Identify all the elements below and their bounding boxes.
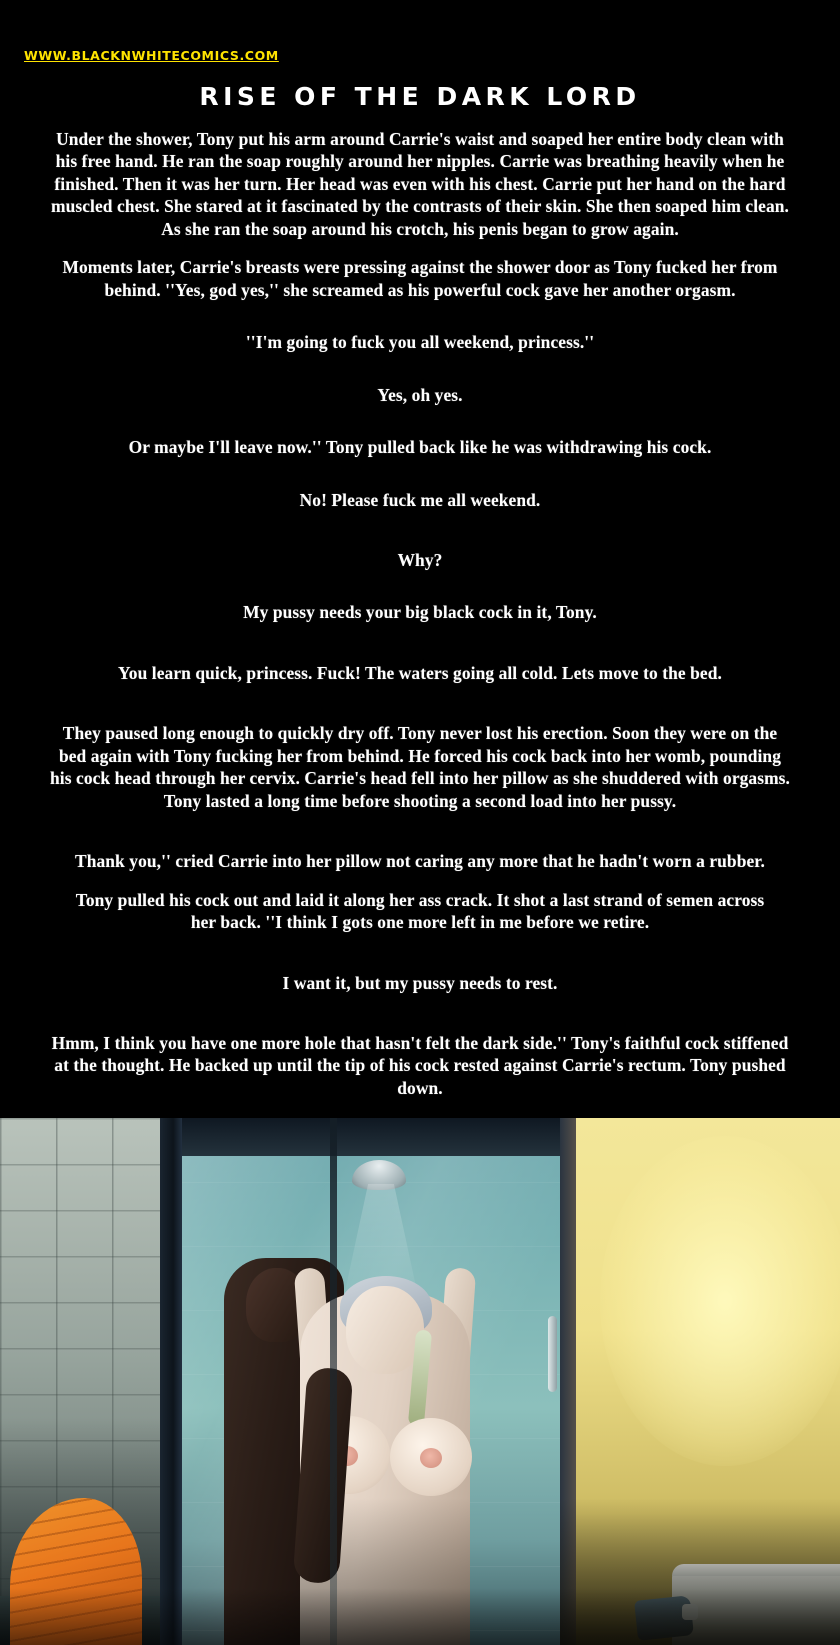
story-paragraph: Moments later, Carrie's breasts were pressing against the shower door as Tony fucked her from behind. ''Yes, god yes,'' she screamed as his powerful cock gave her another orgasm. [62,257,778,300]
story-paragraph: Tony pulled his cock out and laid it along her ass crack. It shot a last strand of semen across her back. ''I think I gots one more left in me before we retire. [75,889,765,933]
shower-top-rail [182,1118,560,1156]
story-paragraph: Or maybe I'll leave now.'' Tony pulled back like he was withdrawing his cock. [128,437,712,458]
site-url-link[interactable]: WWW.BLACKNWHITECOMICS.COM [24,48,279,63]
torso-detail-right [420,1448,442,1468]
female-figure-head [346,1286,424,1374]
panel-bottom-shadow [0,1588,840,1645]
story-body [48,128,792,1115]
story-paragraph: No! Please fuck me all weekend. [299,489,541,510]
comic-art-panel [0,1118,840,1645]
story-paragraph: My pussy needs your big black cock in it, Tony. [243,602,597,623]
shower-frame-left [160,1118,182,1645]
shower-door-divider [330,1118,337,1645]
wall-light-glow [600,1136,840,1466]
shower-door-handle [548,1316,557,1392]
story-paragraph: They paused long enough to quickly dry off. Tony never lost his erection. Soon they were on the bed again with Tony fucking her from behind. He forced his cock back into her womb, pounding his cock head through her cervix. Carrie's head fell into her pillow as she shuddered with orgasms. Tony lasted a long time before shooting a second load into her pussy. [49,723,791,811]
story-paragraph: I want it, but my pussy needs to rest. [282,972,558,993]
story-paragraph: You learn quick, princess. Fuck! The waters going all cold. Lets move to the bed. [118,662,722,683]
story-paragraph: Yes, oh yes. [377,384,463,405]
story-paragraph: Under the shower, Tony put his arm around Carrie's waist and soaped her entire body clean with his free hand. He ran the soap roughly around her nipples. Carrie was breathing heavily when he finished. Then it was her turn. Her head was even with his chest. Carrie put her hand on the hard muscled chest. She stared at it fascinated by the contrasts of their skin. She then soaped him clean. As she ran the soap around his crotch, his penis began to grow again. [51,129,789,239]
story-paragraph: Why? [397,549,443,570]
story-paragraph: Hmm, I think you have one more hole that hasn't felt the dark side.'' Tony's faithful cock stiffened at the thought. He backed up until the tip of his cock rested against Carrie's rectum. Tony pushed down. [51,1032,789,1098]
page-title: RISE OF THE DARK LORD [199,82,641,111]
story-paragraph: ''I'm going to fuck you all weekend, princess.'' [245,332,595,353]
story-paragraph: Thank you,'' cried Carrie into her pillow not caring any more that he hadn't worn a rubber. [75,851,765,872]
